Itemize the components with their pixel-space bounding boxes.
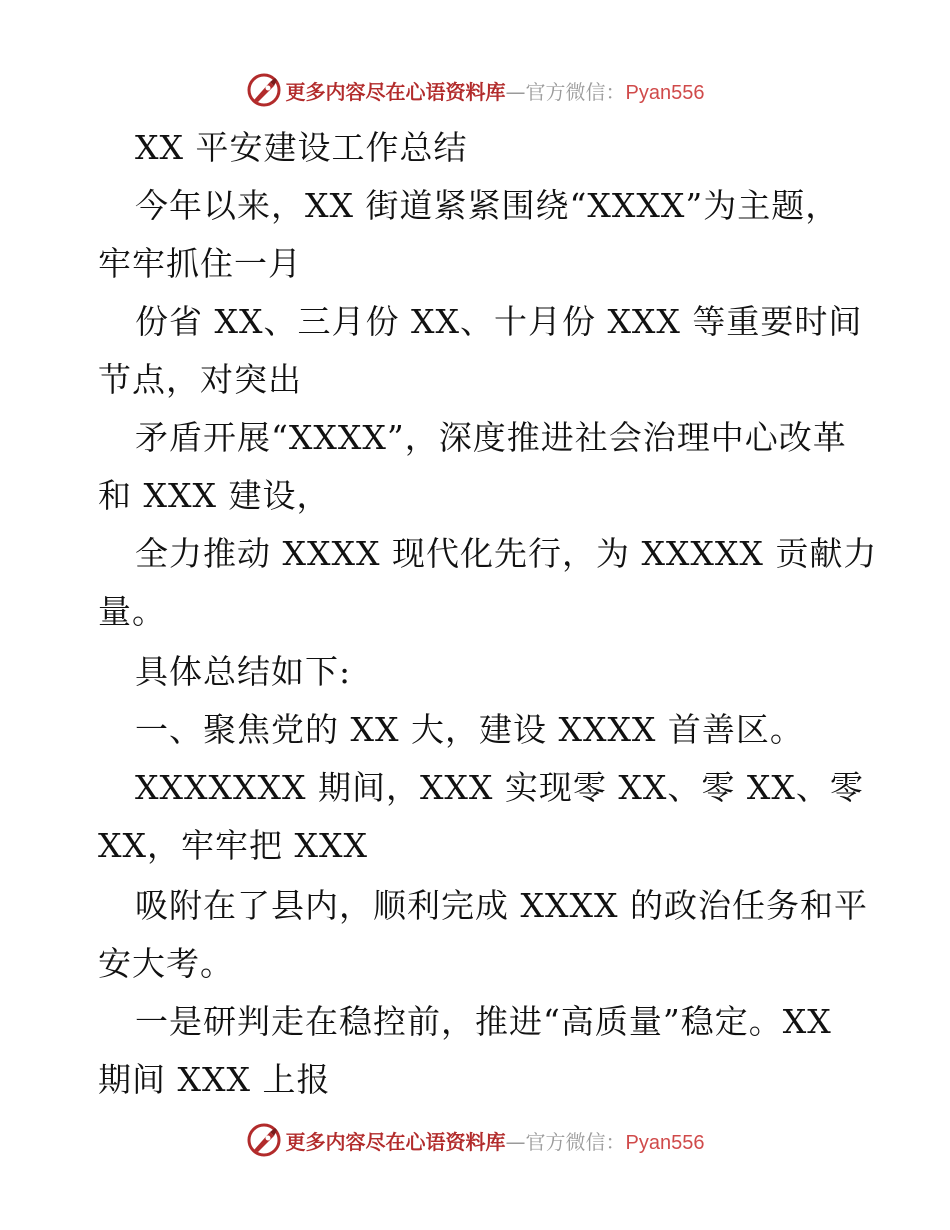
- section-heading: 一、聚焦党的 XX 大，建设 XXXX 首善区。: [135, 710, 804, 749]
- paragraph-line: 吸附在了县内，顺利完成 XXXX 的政治任务和平: [135, 886, 868, 925]
- document-title: XX 平安建设工作总结: [135, 128, 468, 167]
- banner-wechat-label: 官方微信：: [525, 79, 626, 104]
- banner-wechat-id: Pyan556: [625, 1131, 705, 1154]
- paragraph-line: 期间 XXX 上报: [98, 1060, 331, 1099]
- banner-main-text: 更多内容尽在心语资料库: [285, 1129, 506, 1154]
- paragraph-line: 矛盾开展“XXXX”，深度推进社会治理中心改革: [135, 418, 847, 457]
- paragraph-line: 牢牢抓住一月: [98, 244, 302, 283]
- footer-banner: [0, 1120, 950, 1160]
- banner-main-text: 更多内容尽在心语资料库: [285, 79, 506, 104]
- paragraph-line: 安大考。: [98, 944, 234, 983]
- paragraph-line: XX，牢牢把 XXX: [98, 826, 368, 865]
- paragraph-line: 一是研判走在稳控前，推进“高质量”稳定。XX: [135, 1002, 832, 1041]
- banner-wechat-label: 官方微信：: [525, 1129, 626, 1154]
- paragraph-line: 量。: [98, 592, 166, 631]
- fountain-pen-logo-icon: [246, 1122, 282, 1158]
- paragraph-line: 今年以来，XX 街道紧紧围绕“XXXX”为主题，: [135, 186, 840, 225]
- paragraph-line: 全力推动 XXXX 现代化先行，为 XXXXX 贡献力: [135, 534, 878, 573]
- fountain-pen-logo-icon: [246, 72, 282, 108]
- paragraph-line: 节点，对突出: [98, 360, 302, 399]
- banner-dash: —: [505, 1129, 526, 1154]
- paragraph-line: XXXXXXX 期间，XXX 实现零 XX、零 XX、零: [135, 768, 864, 807]
- header-banner: [0, 70, 950, 110]
- banner-dash: —: [505, 79, 526, 104]
- paragraph-line: 和 XXX 建设，: [98, 476, 331, 515]
- banner-wechat-id: Pyan556: [625, 81, 705, 104]
- paragraph-line: 份省 XX、三月份 XX、十月份 XXX 等重要时间: [135, 302, 863, 341]
- paragraph-line: 具体总结如下:: [135, 652, 352, 691]
